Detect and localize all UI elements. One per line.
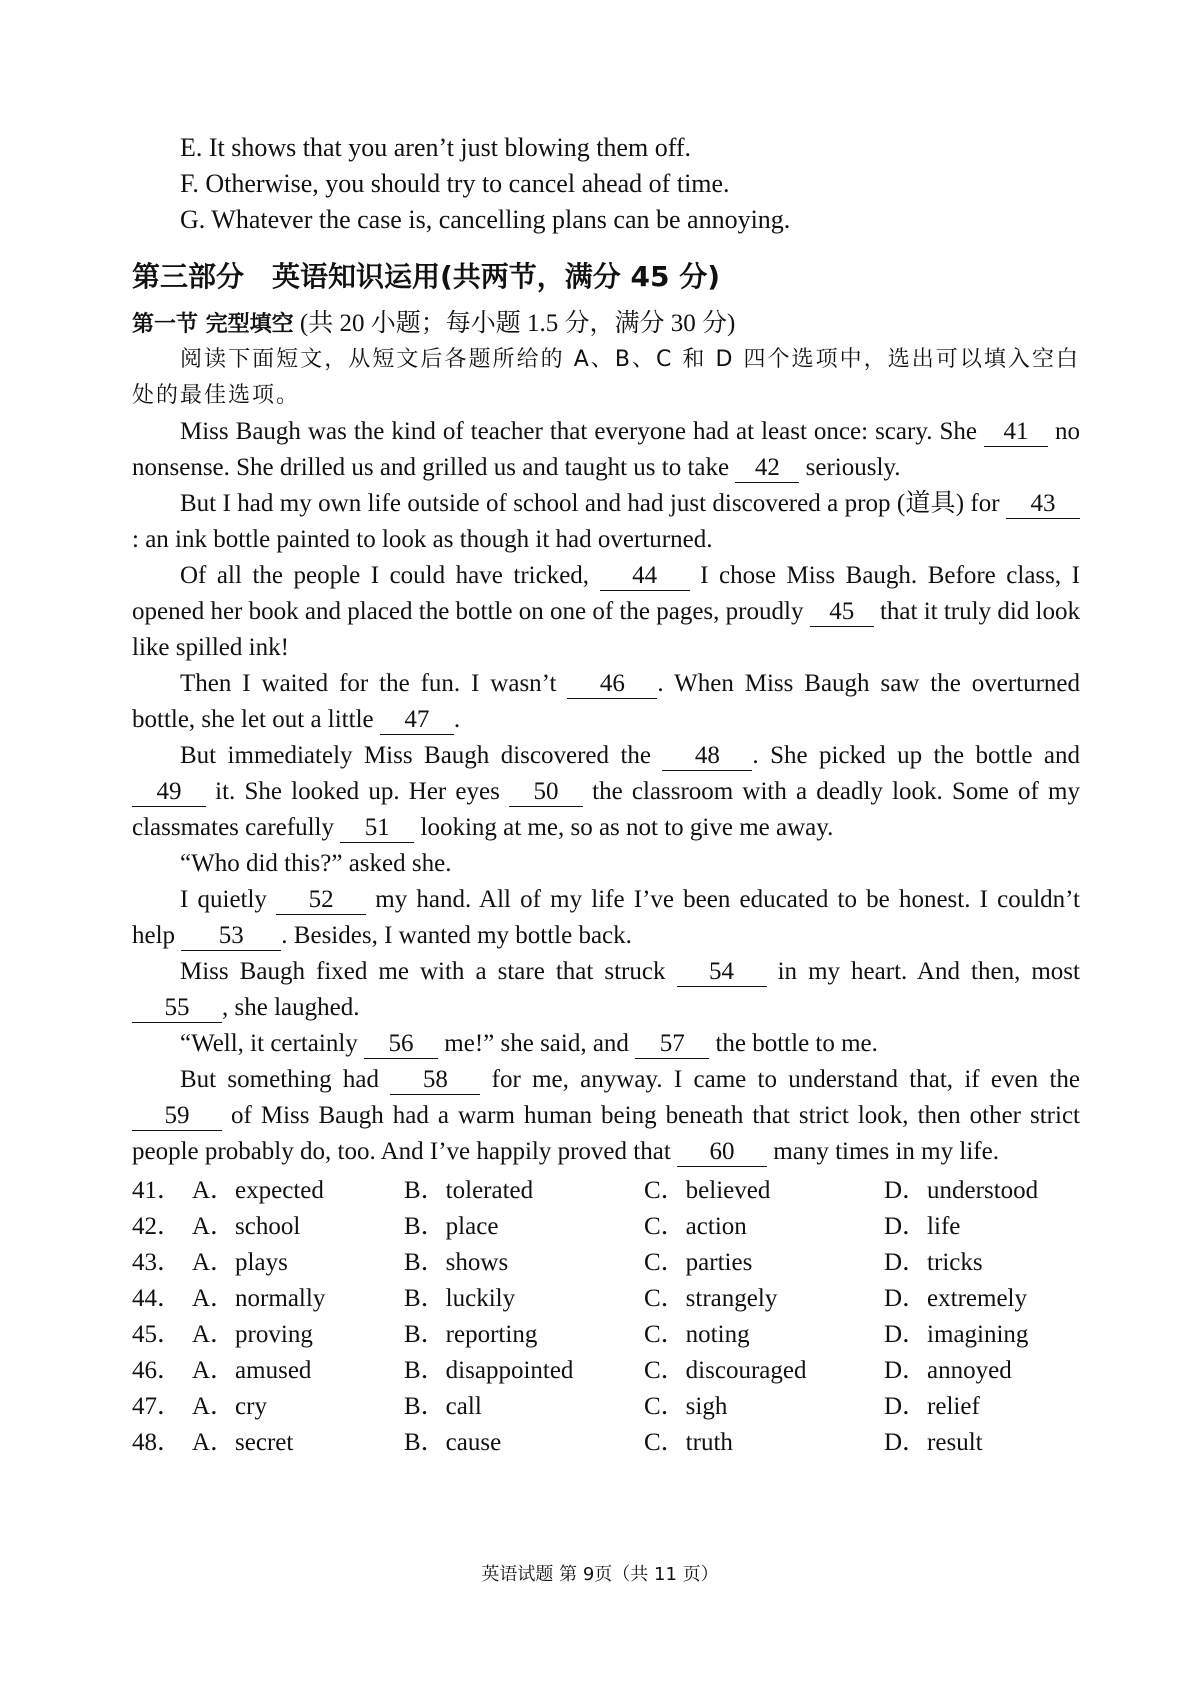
previous-question-options xyxy=(132,130,1080,238)
section-one-title xyxy=(132,306,1080,342)
passage-paragraph-9: “Well, it certainly 56 me!” she said, and 57 the bottle to me. xyxy=(180,1030,878,1057)
blank-41: 41 xyxy=(984,418,1048,447)
blank-52: 52 xyxy=(276,886,366,915)
passage-paragraph-7: I quietly 52 my hand. All of my life I’ve been educated to be honest. I couldn’t help 53 . Besides, I wanted my bottle back. xyxy=(132,886,1080,949)
blank-53: 53 xyxy=(181,922,281,951)
question-row: 41． A．expected B．tolerated C．believed D．understood xyxy=(132,1177,1039,1204)
blank-56: 56 xyxy=(364,1030,438,1059)
blank-50: 50 xyxy=(509,778,583,807)
blank-51: 51 xyxy=(340,814,414,843)
question-row: 47． A．cry B．call C．sigh D．relief xyxy=(132,1393,980,1420)
blank-55: 55 xyxy=(132,994,222,1023)
passage-paragraph-3: Of all the people I could have tricked, 44 I chose Miss Baugh. Before class, I opened her book and placed the bottle on one of the pages, proudly 45 that it truly did look like spilled ink! xyxy=(132,562,1080,661)
blank-59: 59 xyxy=(132,1102,222,1131)
blank-57: 57 xyxy=(635,1030,709,1059)
option-g: G. Whatever the case is, cancelling plans can be annoying. xyxy=(180,205,791,234)
blank-43: 43 xyxy=(1006,490,1080,519)
blank-48: 48 xyxy=(662,742,752,771)
part-three-title: 第三部分 英语知识运用(共两节，满分 45 分) xyxy=(132,260,721,293)
passage-paragraph-4: Then I waited for the fun. I wasn’t 46 . When Miss Baugh saw the overturned bottle, she let out a little 47 . xyxy=(132,670,1080,733)
option-e: E. It shows that you aren’t just blowing them off. xyxy=(180,133,692,162)
section-instruction: 阅读下面短文，从短文后各题所给的 A、B、C 和 D 四个选项中，选出可以填入空白处的最佳选项。 xyxy=(132,347,1080,408)
passage-paragraph-5: But immediately Miss Baugh discovered the 48 . She picked up the bottle and 49 it. She looked up. Her eyes 50 the classroom with a deadly look. Some of my classmates carefully 51 looking at me, so as not to give me away. xyxy=(132,742,1080,841)
question-row: 46． A．amused B．disappointed C．discouraged D．annoyed xyxy=(132,1357,1012,1384)
blank-47: 47 xyxy=(380,706,454,735)
section-title-scoring: (共 20 小题；每小题 1.5 分，满分 30 分) xyxy=(293,310,736,337)
passage-paragraph-6: “Who did this?” asked she. xyxy=(180,850,452,877)
question-row: 44． A．normally B．luckily C．strangely D．extremely xyxy=(132,1285,1028,1312)
page-footer: 英语试题 第 9页（共 11 页） xyxy=(481,1564,719,1585)
blank-46: 46 xyxy=(567,670,657,699)
question-row: 45． A．proving B．reporting C．noting D．imagining xyxy=(132,1321,1029,1348)
question-row: 43． A．plays B．shows C．parties D．tricks xyxy=(132,1249,983,1276)
answer-options-table xyxy=(132,1170,1080,1458)
passage-paragraph-8: Miss Baugh fixed me with a stare that struck 54 in my heart. And then, most 55 , she laughed. xyxy=(132,954,1080,1026)
passage-paragraph-2: But I had my own life outside of school and had just discovered a prop (道具) for 43: an ink bottle painted to look as though it had overturned. xyxy=(132,486,1080,558)
blank-42: 42 xyxy=(735,454,799,483)
blank-58: 58 xyxy=(390,1066,480,1095)
blank-54: 54 xyxy=(677,958,767,987)
section-title-bold: 第一节 完型填空 xyxy=(132,312,294,337)
blank-45: 45 xyxy=(810,598,874,627)
blank-49: 49 xyxy=(132,778,206,807)
passage-paragraph-1: Miss Baugh was the kind of teacher that everyone had at least once: scary. She 41 no nonsense. She drilled us and grilled us and taught us to take 42 seriously. xyxy=(132,418,1080,481)
option-f: F. Otherwise, you should try to cancel ahead of time. xyxy=(180,169,730,198)
exam-page xyxy=(132,0,1080,1458)
question-row: 42． A．school B．place C．action D．life xyxy=(132,1213,961,1240)
question-row: 48． A．secret B．cause C．truth D．result xyxy=(132,1429,983,1456)
passage-paragraph-10: But something had 58 for me, anyway. I came to understand that, if even the 59 of Miss Baugh had a warm human being beneath that strict look, then other strict people probably do, too. And I’ve happily proved that 60 many times in my life. xyxy=(132,1066,1080,1165)
blank-44: 44 xyxy=(600,562,690,591)
blank-60: 60 xyxy=(677,1138,767,1167)
